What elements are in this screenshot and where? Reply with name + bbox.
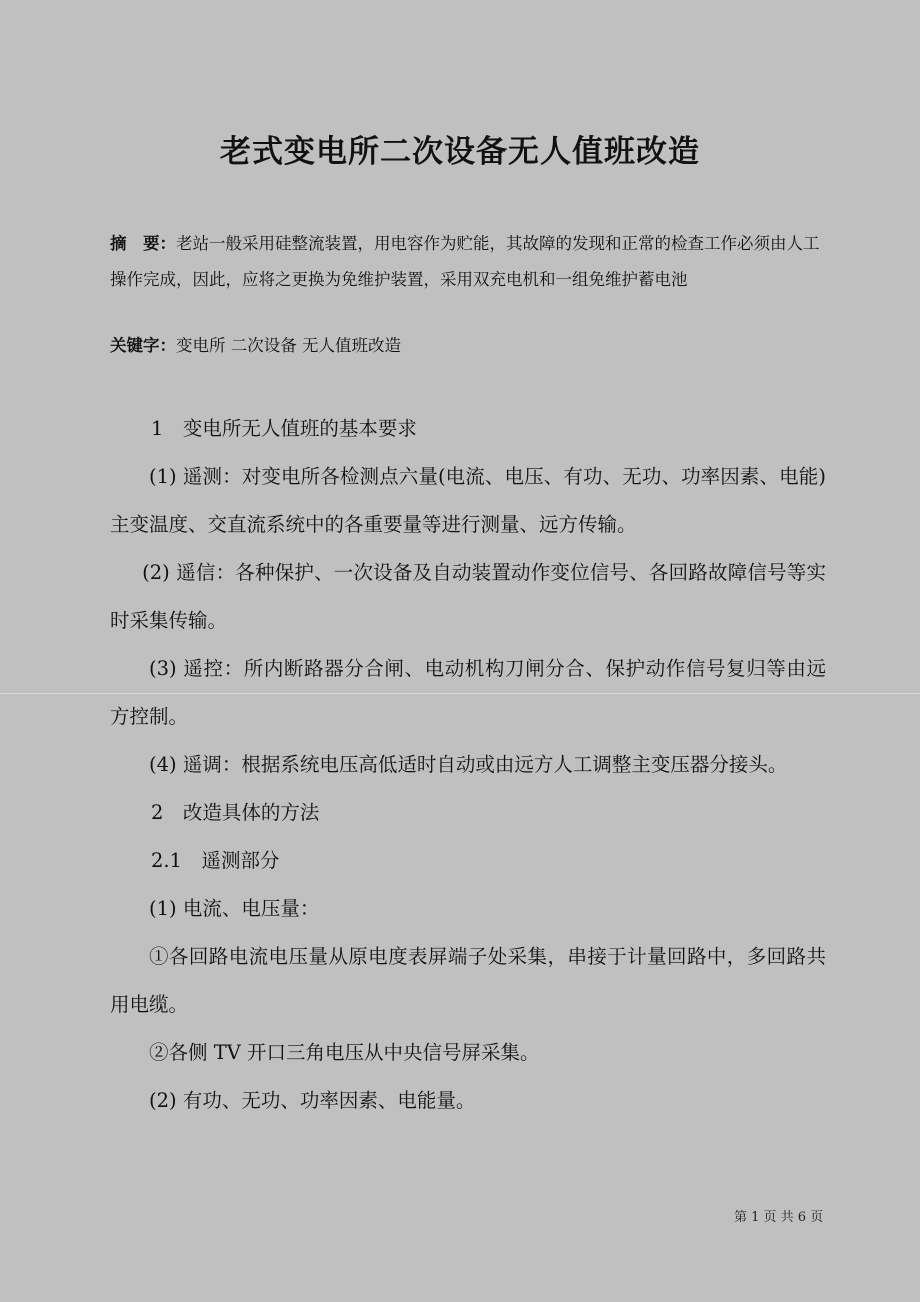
section-heading: 1 变电所无人值班的基本要求 bbox=[150, 417, 417, 440]
section-heading: 2 改造具体的方法 bbox=[150, 801, 320, 824]
keywords bbox=[110, 334, 401, 358]
subsection-heading: 2.1 遥测部分 bbox=[150, 849, 280, 872]
page-number: 第 1 页 共 6 页 bbox=[734, 1210, 824, 1225]
paragraph: (1) 遥测：对变电所各检测点六量(电流、电压、有功、无功、功率因素、电能)主变温度、交直流系统中的各重要量等进行测量、远方传输。 bbox=[110, 465, 826, 536]
abstract-label: 摘 要： bbox=[110, 234, 176, 253]
paragraph: (1) 电流、电压量： bbox=[149, 897, 320, 920]
document-title: 老式变电所二次设备无人值班改造 bbox=[220, 134, 700, 170]
paragraph: (4) 遥调：根据系统电压高低适时自动或由远方人工调整主变压器分接头。 bbox=[149, 753, 788, 776]
keywords-text: 变电所 二次设备 无人值班改造 bbox=[176, 336, 401, 355]
paragraph: (3) 遥控：所内断路器分合闸、电动机构刀闸分合、保护动作信号复归等由远方控制。 bbox=[110, 657, 826, 728]
paragraph: ②各侧 TV 开口三角电压从中央信号屏采集。 bbox=[149, 1041, 540, 1064]
abstract bbox=[110, 226, 830, 298]
paragraph: ①各回路电流电压量从原电度表屏端子处采集，串接于计量回路中，多回路共用电缆。 bbox=[110, 945, 826, 1016]
abstract-text: 老站一般采用硅整流装置，用电容作为贮能，其故障的发现和正常的检查工作必须由人工操作完成，因此，应将之更换为免维护装置，采用双充电机和一组免维护蓄电池 bbox=[110, 234, 820, 289]
paragraph: (2) 有功、无功、功率因素、电能量。 bbox=[149, 1089, 476, 1112]
page-separator-line bbox=[0, 693, 920, 694]
keywords-label: 关键字： bbox=[110, 336, 176, 355]
document-body bbox=[110, 405, 826, 1125]
paragraph: (2) 遥信：各种保护、一次设备及自动装置动作变位信号、各回路故障信号等实时采集传输。 bbox=[110, 561, 826, 632]
